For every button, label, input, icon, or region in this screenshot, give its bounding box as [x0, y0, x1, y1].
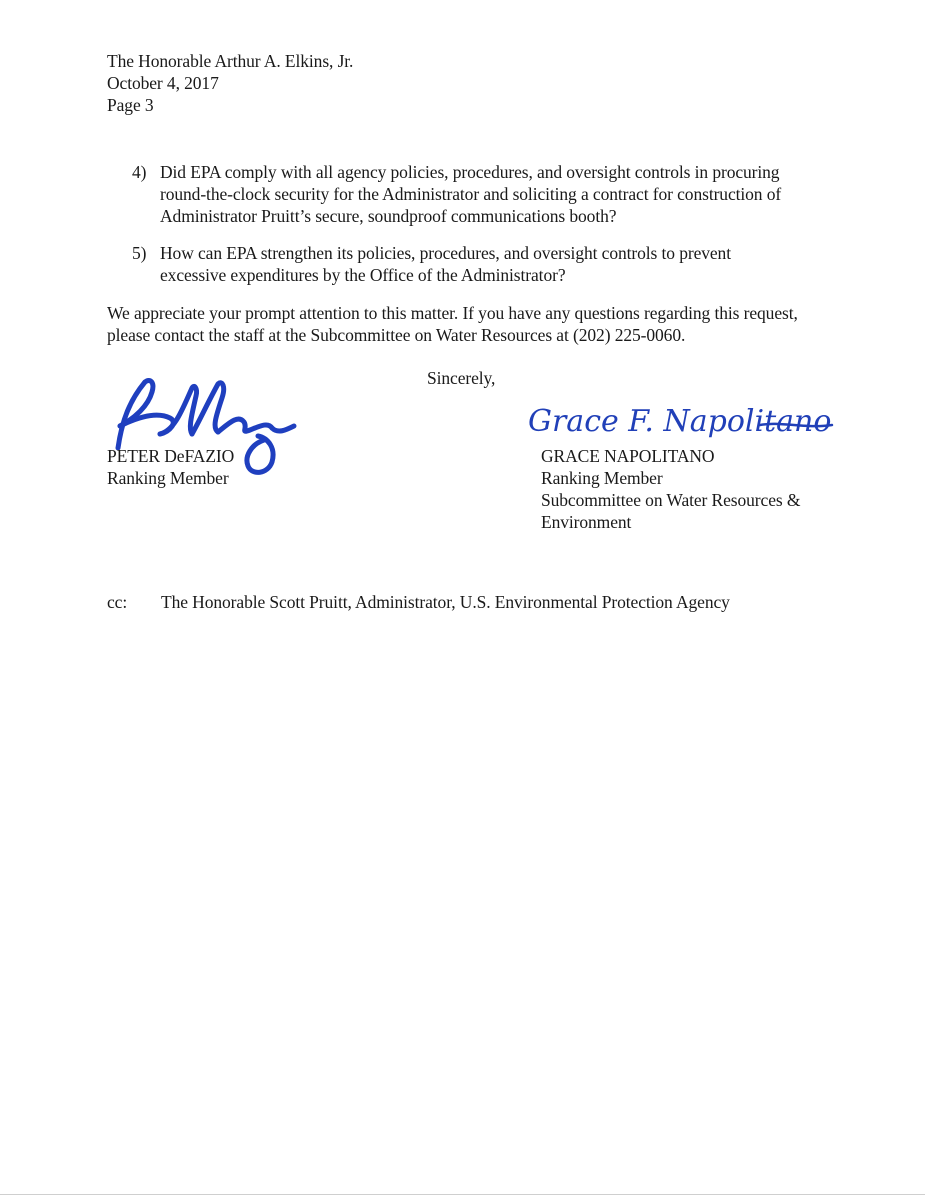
- page-number: Page 3: [107, 95, 154, 115]
- letter-header: [107, 50, 353, 116]
- question-number: 4): [132, 162, 147, 182]
- question-line: How can EPA strengthen its policies, procedures, and oversight controls to prevent: [160, 243, 731, 263]
- closing-paragraph: [107, 302, 847, 346]
- signature-script: Grace F. Napolitano: [528, 404, 832, 439]
- signatory-subtitle: Subcommittee on Water Resources &: [541, 490, 801, 510]
- question-line: Did EPA comply with all agency policies, procedures, and oversight controls in procuring: [160, 162, 780, 182]
- signatory-block: [107, 445, 234, 489]
- recipient-line: The Honorable Arthur A. Elkins, Jr.: [107, 51, 354, 71]
- signatory-name: GRACE NAPOLITANO: [541, 446, 715, 466]
- signatory-title: Ranking Member: [541, 468, 663, 488]
- signatory-name: PETER DeFAZIO: [107, 446, 235, 466]
- page-edge-divider: [0, 1194, 925, 1195]
- signatory-subtitle: Environment: [541, 512, 632, 532]
- question-body: [160, 161, 840, 227]
- question-number: 5): [132, 243, 147, 263]
- question-line: Administrator Pruitt’s secure, soundproof communications booth?: [160, 206, 617, 226]
- closing-line: We appreciate your prompt attention to this matter. If you have any questions regarding this request,: [107, 303, 798, 323]
- cc-recipient: The Honorable Scott Pruitt, Administrator, U.S. Environmental Protection Agency: [161, 592, 730, 612]
- closing-line: please contact the staff at the Subcommittee on Water Resources at (202) 225-0060.: [107, 325, 686, 345]
- sign-off: Sincerely,: [427, 368, 496, 388]
- signatory-block: [541, 445, 800, 533]
- signatory-title: Ranking Member: [107, 468, 229, 488]
- question-line: excessive expenditures by the Office of the Administrator?: [160, 265, 566, 285]
- cc-label: cc:: [107, 592, 128, 612]
- question-line: round-the-clock security for the Administrator and soliciting a contract for construction of: [160, 184, 782, 204]
- date-line: October 4, 2017: [107, 73, 219, 93]
- question-body: [160, 242, 840, 286]
